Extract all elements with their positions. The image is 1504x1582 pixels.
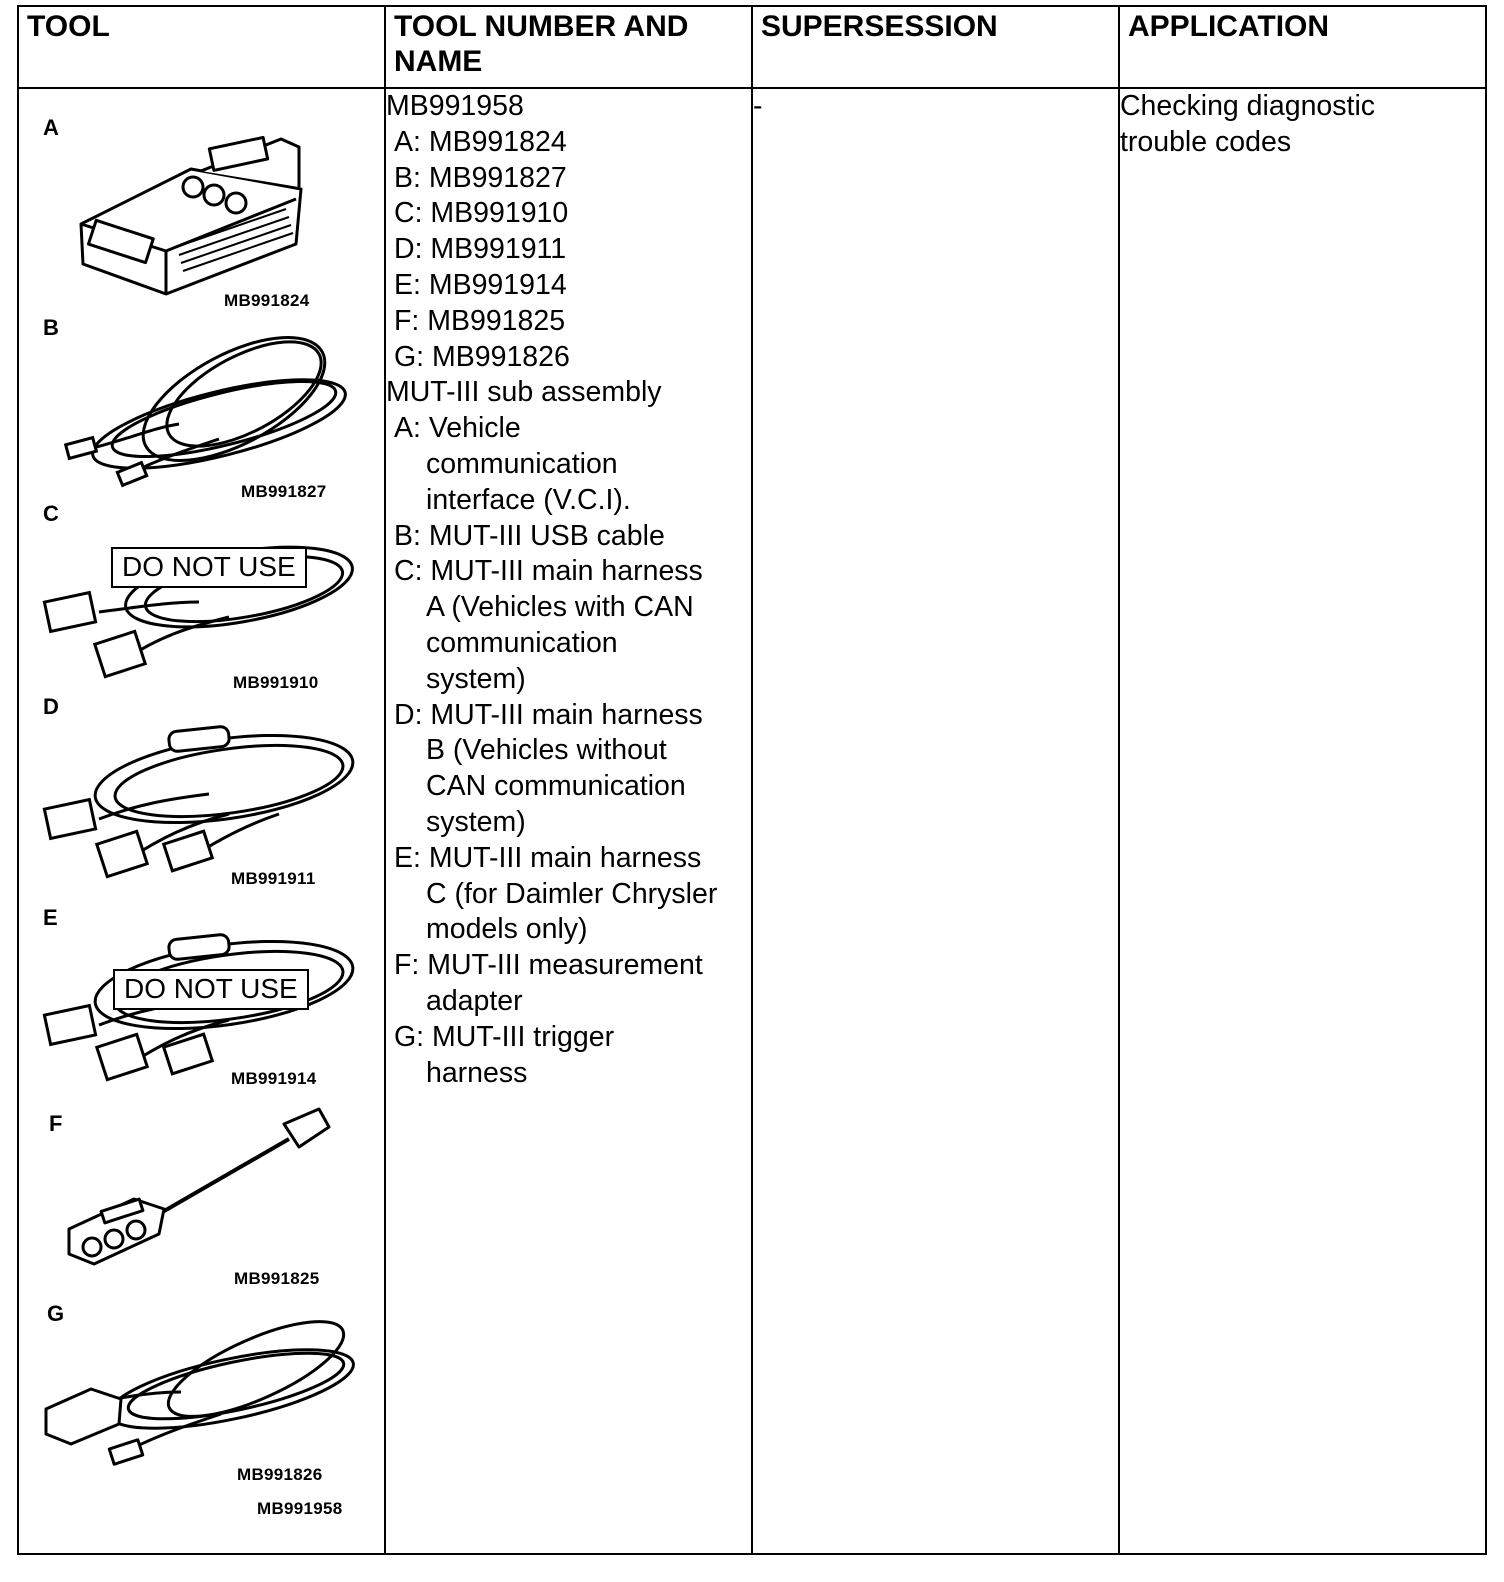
line-f-name: F: MUT-III measurement (393, 949, 703, 982)
line-c-name-cont: system) (425, 662, 526, 695)
supersession-value: - (752, 90, 763, 122)
supersession-cell (752, 88, 1119, 1554)
tool-letter-f: F (49, 1111, 63, 1136)
main-harness-b-icon (39, 709, 359, 884)
header-supersession: SUPERSESSION (752, 6, 1119, 88)
header-tool-number-and-name: TOOL NUMBER AND NAME (385, 6, 752, 88)
part-number-e: MB991914 (231, 1069, 317, 1088)
line-d-name-cont: CAN communication (425, 770, 686, 803)
line-c-name-cont: A (Vehicles with CAN (425, 591, 694, 624)
assembly-part-number: MB991958 (257, 1499, 343, 1518)
header-tool: TOOL (18, 6, 385, 88)
part-number-b: MB991827 (241, 482, 327, 501)
trigger-harness-icon (41, 1314, 361, 1474)
line-b-number: B: MB991827 (393, 161, 567, 194)
line-e-number: E: MB991914 (393, 268, 567, 301)
application-line: trouble codes (1119, 125, 1292, 158)
do-not-use-notice-c: DO NOT USE (111, 547, 307, 588)
tool-row (18, 88, 1486, 1554)
line-a-name: A: Vehicle (393, 412, 521, 445)
line-kit-number: MB991958 (385, 90, 524, 122)
special-tools-table (17, 5, 1487, 1555)
line-sub-assembly: MUT-III sub assembly (385, 376, 662, 409)
line-b-name: B: MUT-III USB cable (393, 519, 665, 552)
line-f-name-cont: adapter (425, 984, 523, 1017)
tool-letter-c: C (43, 501, 59, 526)
application-cell (1119, 88, 1486, 1554)
part-number-g: MB991826 (237, 1465, 323, 1484)
part-number-c: MB991910 (233, 673, 319, 692)
line-g-name: G: MUT-III trigger (393, 1020, 615, 1053)
line-d-number: D: MB991911 (393, 233, 567, 266)
tool-letter-g: G (47, 1301, 65, 1326)
tool-letter-d: D (43, 694, 59, 719)
tool-number-and-name-cell (385, 88, 752, 1554)
line-e-name: E: MUT-III main harness (393, 841, 702, 874)
tool-illustrations-cell (18, 88, 385, 1554)
part-number-f: MB991825 (234, 1269, 320, 1288)
tool-letter-b: B (43, 315, 59, 340)
line-c-name-cont: communication (425, 626, 618, 659)
tool-letter-a: A (43, 115, 59, 140)
line-c-number: C: MB991910 (393, 197, 569, 230)
line-d-name-cont: B (Vehicles without (425, 734, 667, 767)
part-number-d: MB991911 (231, 869, 316, 888)
main-harness-a-icon (39, 517, 359, 687)
line-c-name: C: MUT-III main harness (393, 555, 703, 588)
application-line: Checking diagnostic (1119, 90, 1376, 122)
line-a-name-cont: interface (V.C.I). (425, 483, 631, 516)
do-not-use-notice-e: DO NOT USE (113, 969, 309, 1010)
vci-unit-icon (71, 129, 311, 299)
measurement-adapter-icon (64, 1109, 364, 1279)
line-g-number: G: MB991826 (393, 340, 570, 373)
line-e-name-cont: C (for Daimler Chrysler (425, 877, 718, 910)
line-f-number: F: MB991825 (393, 304, 566, 337)
header-row (18, 6, 1486, 88)
line-g-name-cont: harness (425, 1056, 528, 1089)
line-a-number: A: MB991824 (393, 125, 567, 158)
line-e-name-cont: models only) (425, 913, 588, 946)
line-a-name-cont: communication (425, 447, 618, 480)
tool-letter-e: E (43, 905, 58, 930)
line-d-name-cont: system) (425, 805, 526, 838)
header-application: APPLICATION (1119, 6, 1486, 88)
usb-cable-icon (49, 329, 349, 489)
line-d-name: D: MUT-III main harness (393, 698, 703, 731)
part-number-a: MB991824 (224, 291, 310, 310)
